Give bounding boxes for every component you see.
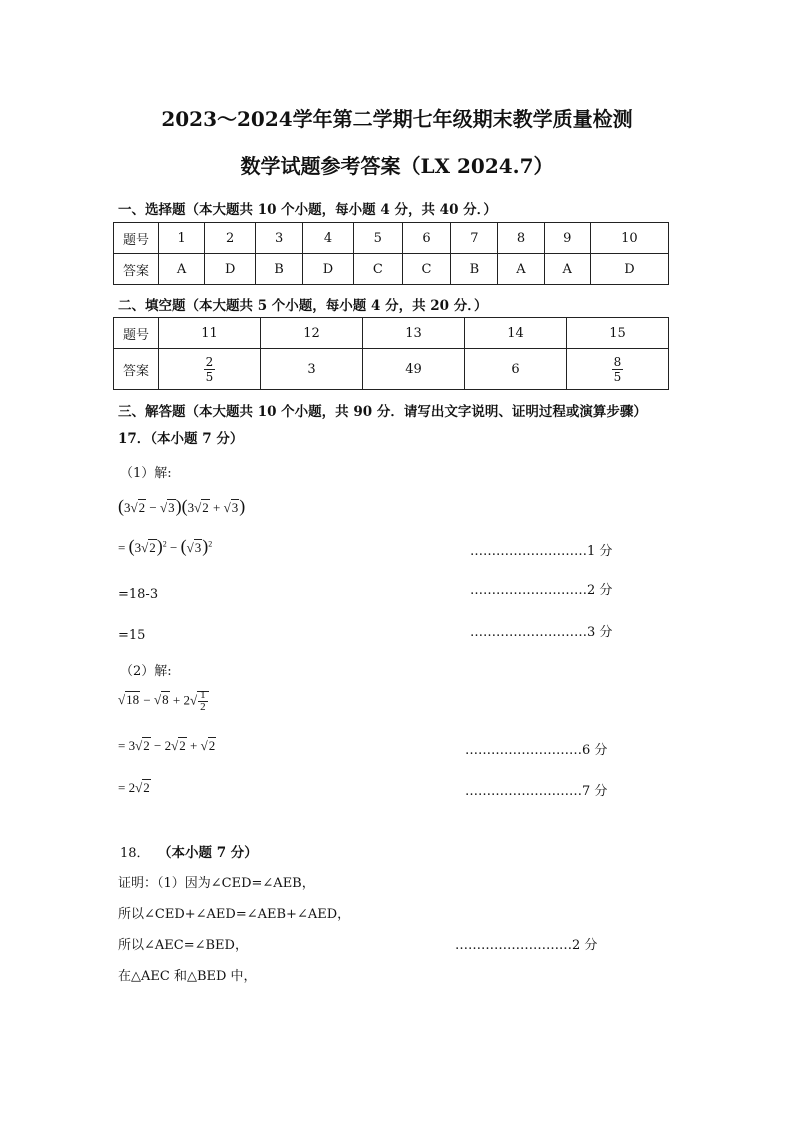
q17-expression-1: (3√2 − √3)(3√2 + √3) bbox=[118, 496, 246, 516]
fill-answer-table bbox=[113, 317, 669, 390]
score-mark: ………………………2 分 bbox=[455, 938, 598, 953]
answer-cell bbox=[567, 349, 669, 390]
row-label-answer: 答案 bbox=[114, 349, 159, 390]
q17-step: =15 bbox=[118, 628, 146, 643]
question-number: 4 bbox=[303, 223, 354, 254]
question-number: 9 bbox=[544, 223, 590, 254]
question-number: 6 bbox=[402, 223, 451, 254]
answer-cell: C bbox=[353, 254, 402, 285]
q18-line: 证明：（1）因为∠CED=∠AEB， bbox=[118, 876, 315, 891]
document-title: 2023～2024学年第二学期七年级期末教学质量检测 bbox=[161, 107, 633, 131]
q17-part2-label: （2）解: bbox=[120, 664, 172, 679]
q17-heading: 17．（本小题 7 分） bbox=[118, 431, 244, 447]
answer-cell: 49 bbox=[363, 349, 465, 390]
question-number: 13 bbox=[363, 318, 465, 349]
question-number: 12 bbox=[261, 318, 363, 349]
section3-heading: 三、解答题（本大题共 10 个小题，共 90 分．请写出文字说明、证明过程或演算步骤） bbox=[118, 404, 647, 420]
question-number: 14 bbox=[465, 318, 567, 349]
denominator: 5 bbox=[205, 369, 214, 384]
q18-line: 所以∠AEC=∠BED， bbox=[118, 938, 248, 953]
score-mark: ………………………6 分 bbox=[465, 743, 608, 758]
question-number: 7 bbox=[451, 223, 498, 254]
q17-expression-5: = 2√2 bbox=[118, 780, 150, 795]
answer-cell: A bbox=[159, 254, 205, 285]
answer-cell: C bbox=[402, 254, 451, 285]
score-mark: ………………………2 分 bbox=[470, 583, 613, 598]
section1-heading: 一、选择题（本大题共 10 个小题，每小题 4 分，共 40 分．） bbox=[118, 202, 497, 218]
score-mark: ………………………3 分 bbox=[470, 625, 613, 640]
choice-answer-table bbox=[113, 222, 669, 285]
answer-cell: A bbox=[544, 254, 590, 285]
score-mark: ………………………1 分 bbox=[470, 544, 613, 559]
answer-cell: A bbox=[498, 254, 544, 285]
answer-cell: D bbox=[205, 254, 256, 285]
question-number: 2 bbox=[205, 223, 256, 254]
question-number: 1 bbox=[159, 223, 205, 254]
q17-expression-3: √18 − √8 + 2√ $\frac{1}{2}$ bbox=[118, 690, 209, 713]
row-label-question: 题号 bbox=[114, 223, 159, 254]
answer-cell: 3 bbox=[261, 349, 363, 390]
question-number: 5 bbox=[353, 223, 402, 254]
question-number: 15 bbox=[567, 318, 669, 349]
fraction bbox=[204, 355, 216, 384]
q18-line: 所以∠CED+∠AED=∠AEB+∠AED， bbox=[118, 907, 351, 922]
q18-heading: （本小题 7 分） bbox=[158, 845, 258, 861]
q18-number: 18． bbox=[120, 846, 150, 861]
score-mark: ………………………7 分 bbox=[465, 784, 608, 799]
numerator: 8 bbox=[613, 354, 622, 369]
row-label-question: 题号 bbox=[114, 318, 159, 349]
q17-part1-label: （1）解: bbox=[120, 466, 172, 481]
answer-cell: D bbox=[590, 254, 668, 285]
denominator: 5 bbox=[613, 369, 622, 384]
answer-cell: 6 bbox=[465, 349, 567, 390]
fraction bbox=[612, 355, 624, 384]
answer-cell: B bbox=[256, 254, 303, 285]
document-subtitle: 数学试题参考答案（LX 2024.7） bbox=[240, 154, 554, 178]
q18-line: 在△AEC 和△BED 中， bbox=[118, 969, 257, 984]
question-number: 10 bbox=[590, 223, 668, 254]
question-number: 3 bbox=[256, 223, 303, 254]
answer-cell: D bbox=[303, 254, 354, 285]
q17-expression-2: = $(3√2)^2 - (√3)^2$ bbox=[118, 536, 213, 556]
row-label-answer: 答案 bbox=[114, 254, 159, 285]
answer-cell bbox=[159, 349, 261, 390]
section2-heading: 二、填空题（本大题共 5 个小题，每小题 4 分，共 20 分．） bbox=[118, 298, 488, 314]
answer-cell: B bbox=[451, 254, 498, 285]
q17-expression-4: = 3√2 − 2√2 + √2 bbox=[118, 738, 216, 753]
question-number: 8 bbox=[498, 223, 544, 254]
numerator: 2 bbox=[205, 354, 214, 369]
question-number: 11 bbox=[159, 318, 261, 349]
q17-step: =18-3 bbox=[118, 587, 159, 602]
